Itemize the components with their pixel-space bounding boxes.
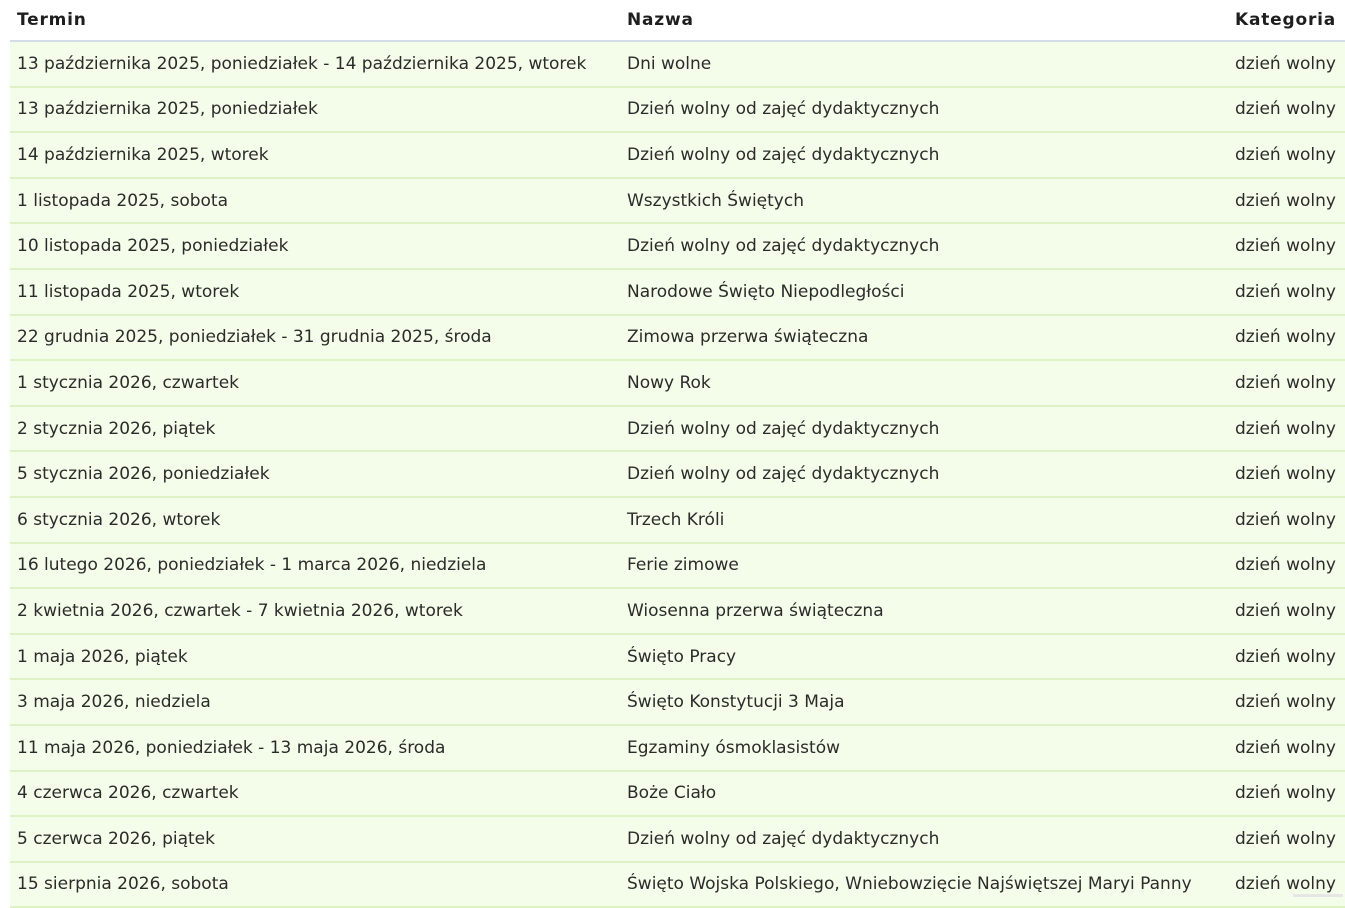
table-row (10, 588, 1345, 634)
column-header-termin[interactable]: Termin (10, 0, 620, 41)
table-row (10, 816, 1345, 862)
cell-nazwa: Narodowe Święto Niepodległości (620, 269, 1228, 315)
cell-termin: 13 października 2025, poniedziałek (10, 87, 620, 133)
cell-nazwa: Nowy Rok (620, 360, 1228, 406)
table-row (10, 497, 1345, 543)
cell-kategoria: dzień wolny (1228, 451, 1345, 497)
cell-termin: 1 stycznia 2026, czwartek (10, 360, 620, 406)
cell-nazwa: Dzień wolny od zajęć dydaktycznych (620, 451, 1228, 497)
cell-nazwa: Święto Pracy (620, 634, 1228, 680)
cell-kategoria: dzień wolny (1228, 315, 1345, 361)
cell-kategoria: dzień wolny (1228, 725, 1345, 771)
cell-termin: 2 kwietnia 2026, czwartek - 7 kwietnia 2026, wtorek (10, 588, 620, 634)
cell-kategoria: dzień wolny (1228, 634, 1345, 680)
cell-kategoria: dzień wolny (1228, 132, 1345, 178)
table-row (10, 223, 1345, 269)
cell-termin: 16 lutego 2026, poniedziałek - 1 marca 2026, niedziela (10, 543, 620, 589)
cell-nazwa: Wiosenna przerwa świąteczna (620, 588, 1228, 634)
holidays-table-container (10, 0, 1345, 908)
cell-nazwa: Egzaminy ósmoklasistów (620, 725, 1228, 771)
cell-termin: 15 sierpnia 2026, sobota (10, 862, 620, 908)
table-row (10, 87, 1345, 133)
table-row (10, 132, 1345, 178)
cell-kategoria: dzień wolny (1228, 269, 1345, 315)
cell-termin: 22 grudnia 2025, poniedziałek - 31 grudnia 2025, środa (10, 315, 620, 361)
cell-kategoria: dzień wolny (1228, 679, 1345, 725)
table-row (10, 269, 1345, 315)
cell-kategoria: dzień wolny (1228, 41, 1345, 87)
table-row (10, 315, 1345, 361)
cell-termin: 1 maja 2026, piątek (10, 634, 620, 680)
cell-kategoria: dzień wolny (1228, 406, 1345, 452)
cell-nazwa: Dzień wolny od zajęć dydaktycznych (620, 223, 1228, 269)
table-body (10, 41, 1345, 907)
table-row (10, 406, 1345, 452)
cell-nazwa: Dzień wolny od zajęć dydaktycznych (620, 406, 1228, 452)
cell-nazwa: Święto Wojska Polskiego, Wniebowzięcie Najświętszej Maryi Panny (620, 862, 1228, 908)
cell-nazwa: Dzień wolny od zajęć dydaktycznych (620, 816, 1228, 862)
table-row (10, 360, 1345, 406)
cell-kategoria: dzień wolny (1228, 543, 1345, 589)
cell-kategoria: dzień wolny (1228, 816, 1345, 862)
cell-nazwa: Dni wolne (620, 41, 1228, 87)
cell-termin: 6 stycznia 2026, wtorek (10, 497, 620, 543)
cell-termin: 11 listopada 2025, wtorek (10, 269, 620, 315)
cell-kategoria: dzień wolny (1228, 497, 1345, 543)
table-row (10, 41, 1345, 87)
cell-nazwa: Ferie zimowe (620, 543, 1228, 589)
cell-termin: 13 października 2025, poniedziałek - 14 października 2025, wtorek (10, 41, 620, 87)
table-row (10, 451, 1345, 497)
cell-kategoria: dzień wolny (1228, 862, 1345, 908)
cell-kategoria: dzień wolny (1228, 178, 1345, 224)
table-row (10, 543, 1345, 589)
cell-kategoria: dzień wolny (1228, 87, 1345, 133)
cell-nazwa: Dzień wolny od zajęć dydaktycznych (620, 87, 1228, 133)
cell-termin: 14 października 2025, wtorek (10, 132, 620, 178)
table-row (10, 634, 1345, 680)
cell-termin: 1 listopada 2025, sobota (10, 178, 620, 224)
table-row (10, 862, 1345, 908)
cell-termin: 11 maja 2026, poniedziałek - 13 maja 2026, środa (10, 725, 620, 771)
cell-kategoria: dzień wolny (1228, 223, 1345, 269)
table-row (10, 725, 1345, 771)
cell-termin: 5 czerwca 2026, piątek (10, 816, 620, 862)
column-header-nazwa[interactable]: Nazwa (620, 0, 1228, 41)
cell-kategoria: dzień wolny (1228, 360, 1345, 406)
cell-kategoria: dzień wolny (1228, 771, 1345, 817)
cell-nazwa: Wszystkich Świętych (620, 178, 1228, 224)
table-row (10, 178, 1345, 224)
cell-nazwa: Zimowa przerwa świąteczna (620, 315, 1228, 361)
cell-nazwa: Boże Ciało (620, 771, 1228, 817)
cell-nazwa: Dzień wolny od zajęć dydaktycznych (620, 132, 1228, 178)
cell-termin: 5 stycznia 2026, poniedziałek (10, 451, 620, 497)
horizontal-scrollbar[interactable] (1293, 894, 1343, 897)
table-header-row (10, 0, 1345, 41)
cell-termin: 3 maja 2026, niedziela (10, 679, 620, 725)
cell-termin: 4 czerwca 2026, czwartek (10, 771, 620, 817)
cell-termin: 2 stycznia 2026, piątek (10, 406, 620, 452)
cell-nazwa: Trzech Króli (620, 497, 1228, 543)
cell-nazwa: Święto Konstytucji 3 Maja (620, 679, 1228, 725)
cell-kategoria: dzień wolny (1228, 588, 1345, 634)
table-row (10, 679, 1345, 725)
cell-termin: 10 listopada 2025, poniedziałek (10, 223, 620, 269)
holidays-table (10, 0, 1345, 908)
table-row (10, 771, 1345, 817)
column-header-kategoria[interactable]: Kategoria (1228, 0, 1345, 41)
